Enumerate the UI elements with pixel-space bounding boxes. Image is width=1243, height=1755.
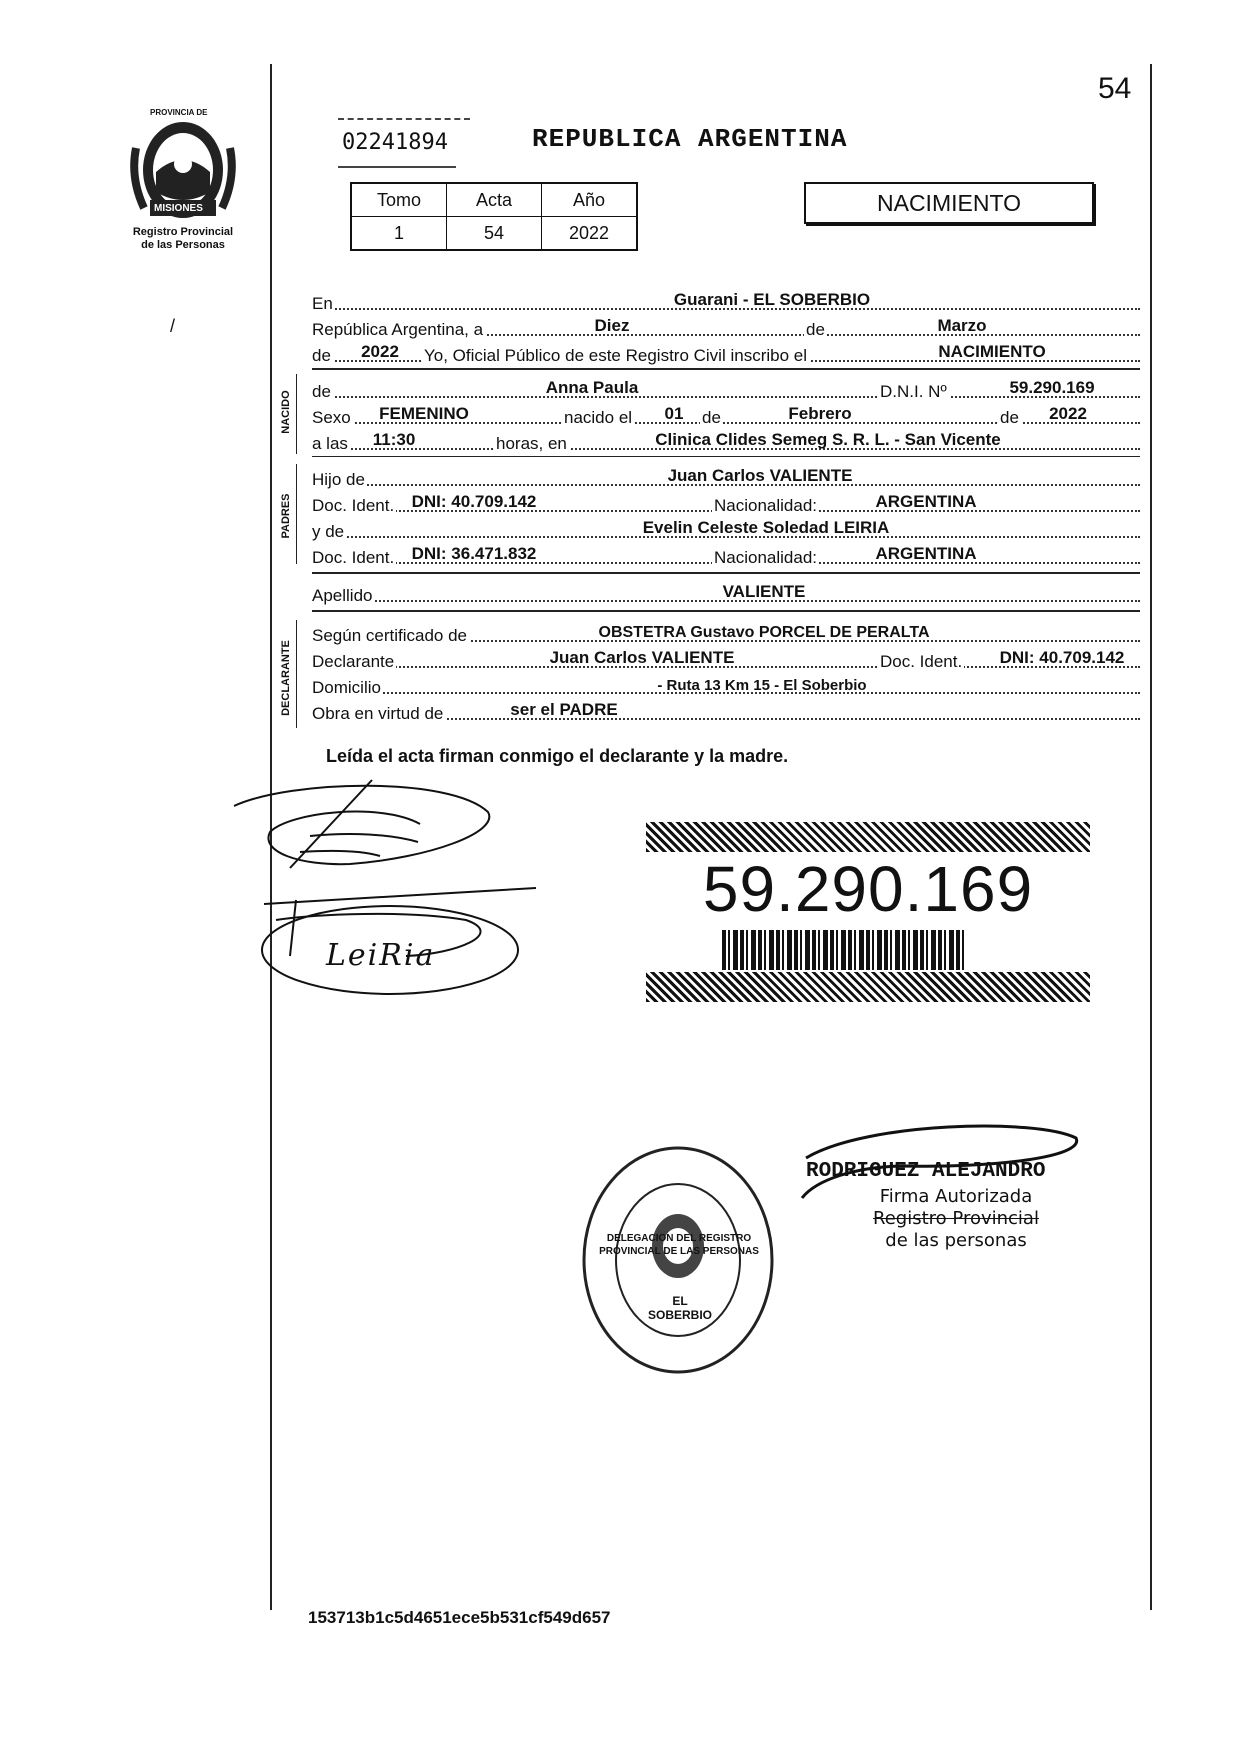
label-declarante: Declarante (312, 652, 395, 671)
value-father-name: Juan Carlos VALIENTE (667, 466, 853, 485)
row-certificate (312, 620, 1140, 646)
logo-caption (98, 226, 268, 252)
label-nacionalidad: Nacionalidad: (714, 496, 818, 515)
row-declarant (312, 646, 1140, 672)
official-line2: Registro Provincial (873, 1208, 1039, 1229)
ref-value-acta: 54 (447, 217, 542, 251)
ref-header-tomo: Tomo (351, 183, 447, 217)
value-child-name: Anna Paula (545, 378, 639, 397)
label-apellido: Apellido (312, 586, 373, 605)
section-label-declarante: DECLARANTE (280, 640, 292, 716)
logo-caption-line2: de las Personas (141, 239, 225, 251)
logo-caption-line1: Registro Provincial (132, 226, 234, 238)
header-title: REPUBLICA ARGENTINA (532, 124, 848, 154)
label-hijo-de: Hijo de (312, 470, 365, 489)
label-doc-ident: Doc. Ident. (880, 652, 963, 671)
value-child-dni: 59.290.169 (1009, 378, 1095, 397)
label-sexo: Sexo (312, 408, 351, 427)
section-separator (312, 456, 1140, 457)
serial-top-rule (338, 118, 470, 120)
record-type-box: NACIMIENTO (804, 182, 1094, 224)
label-doc-ident: Doc. Ident. (312, 548, 395, 567)
official-title: Firma Autorizada (879, 1186, 1033, 1207)
value-month: Marzo (937, 316, 987, 335)
row-time-place (312, 428, 1140, 454)
label-domicilio: Domicilio (312, 678, 381, 697)
value-mother-doc: DNI: 36.471.832 (411, 544, 537, 563)
label-dni: D.N.I. Nº (880, 382, 947, 401)
logo-arc-text: PROVINCIA DE (150, 108, 208, 117)
document-hash: 153713b1c5d4651ece5b531cf549d657 (308, 1608, 611, 1627)
margin-mark: / (170, 316, 176, 336)
seal-inner-text: EL SOBERBIO (647, 1294, 712, 1322)
value-mother-nationality: ARGENTINA (875, 544, 977, 563)
value-capacity: ser el PADRE (510, 700, 618, 719)
dni-sticker-number: 59.290.169 (702, 853, 1034, 925)
label-de-child: de (312, 382, 331, 401)
reference-table-header-row (351, 183, 637, 217)
value-mother-name: Evelin Celeste Soledad LEIRIA (642, 518, 890, 537)
value-birth-time: 11:30 (372, 430, 416, 449)
label-republica: República Argentina, a (312, 320, 484, 339)
label-registrar-text: Yo, Oficial Público de este Registro Civil inscribo el (424, 346, 807, 365)
row-en (312, 288, 1140, 314)
label-y-de: y de (312, 522, 345, 541)
reference-table-value-row (351, 217, 637, 251)
ref-header-ano: Año (542, 183, 638, 217)
section-bracket-padres (296, 464, 297, 564)
label-en: En (312, 294, 333, 313)
value-place: Guarani - EL SOBERBIO (673, 290, 871, 309)
row-capacity (312, 698, 1140, 724)
registry-seal-stamp (578, 1142, 778, 1378)
value-birth-month: Febrero (788, 404, 852, 423)
value-declarant-name: Juan Carlos VALIENTE (549, 648, 735, 667)
section-label-nacido: NACIDO (280, 390, 292, 434)
value-declarant-doc: DNI: 40.709.142 (999, 648, 1125, 667)
serial-number: 02241894 (342, 130, 448, 155)
value-birth-day: 01 (664, 404, 684, 423)
row-father (312, 464, 1140, 490)
row-mother (312, 516, 1140, 542)
label-a-las: a las (312, 434, 348, 453)
row-surname (312, 580, 1140, 606)
mother-signature-text: LeiRia (326, 938, 436, 973)
section-bracket-nacido (296, 374, 297, 454)
row-father-doc (312, 490, 1140, 516)
logo-banner-text: MISIONES (154, 203, 203, 214)
dni-security-band-bottom (646, 972, 1090, 1002)
right-margin-line (1150, 64, 1152, 1610)
value-surname: VALIENTE (722, 582, 806, 601)
label-horas-en: horas, en (496, 434, 567, 453)
row-child-name (312, 376, 1140, 402)
value-inscription-type: NACIMIENTO (938, 342, 1046, 361)
page-number: 54 (1098, 72, 1132, 105)
official-line3: de las personas (885, 1230, 1027, 1251)
row-address (312, 672, 1140, 698)
section-bracket-declarante (296, 620, 297, 728)
seal-ring-text: DELEGACION DEL REGISTRO PROVINCIAL DE LAS PERSONAS (599, 1233, 759, 1257)
value-father-nationality: ARGENTINA (875, 492, 977, 511)
ref-value-tomo: 1 (351, 217, 447, 251)
serial-bottom-rule (338, 166, 456, 168)
dni-security-band-top (646, 822, 1090, 852)
value-certificate: OBSTETRA Gustavo PORCEL DE PERALTA (598, 624, 930, 641)
value-father-doc: DNI: 40.709.142 (411, 492, 537, 511)
ref-value-ano: 2022 (542, 217, 638, 251)
section-separator (312, 368, 1140, 370)
ref-header-acta: Acta (447, 183, 542, 217)
value-day-word: Diez (594, 316, 630, 335)
declarant-signature (230, 772, 500, 882)
label-de-year: de (312, 346, 331, 365)
label-nacionalidad: Nacionalidad: (714, 548, 818, 567)
row-year-registrar (312, 340, 1140, 366)
value-address: - Ruta 13 Km 15 - El Soberbio (657, 677, 867, 694)
section-label-padres: PADRES (280, 493, 292, 539)
closing-statement: Leída el acta firman conmigo el declarante y la madre. (326, 746, 789, 766)
dni-sticker (646, 822, 1090, 1002)
label-de: de (806, 320, 825, 339)
dni-barcode (722, 930, 966, 970)
value-year: 2022 (361, 342, 399, 361)
row-mother-doc (312, 542, 1140, 568)
value-sex: FEMENINO (379, 404, 469, 423)
label-doc-ident: Doc. Ident. (312, 496, 395, 515)
value-birth-year: 2022 (1049, 404, 1087, 423)
label-segun-certificado: Según certificado de (312, 626, 467, 645)
value-birth-place: Clinica Clides Semeg S. R. L. - San Vicente (655, 430, 1001, 449)
row-sex-birthdate (312, 402, 1140, 428)
label-de-month: de (702, 408, 721, 427)
reference-table (350, 182, 638, 251)
row-republica (312, 314, 1140, 340)
section-separator (312, 572, 1140, 574)
label-nacido-el: nacido el (564, 408, 633, 427)
label-de-year2: de (1000, 408, 1019, 427)
label-obra-en-virtud: Obra en virtud de (312, 704, 444, 723)
section-separator (312, 610, 1140, 612)
official-name: RODRIGUEZ ALEJANDRO (806, 1160, 1046, 1183)
